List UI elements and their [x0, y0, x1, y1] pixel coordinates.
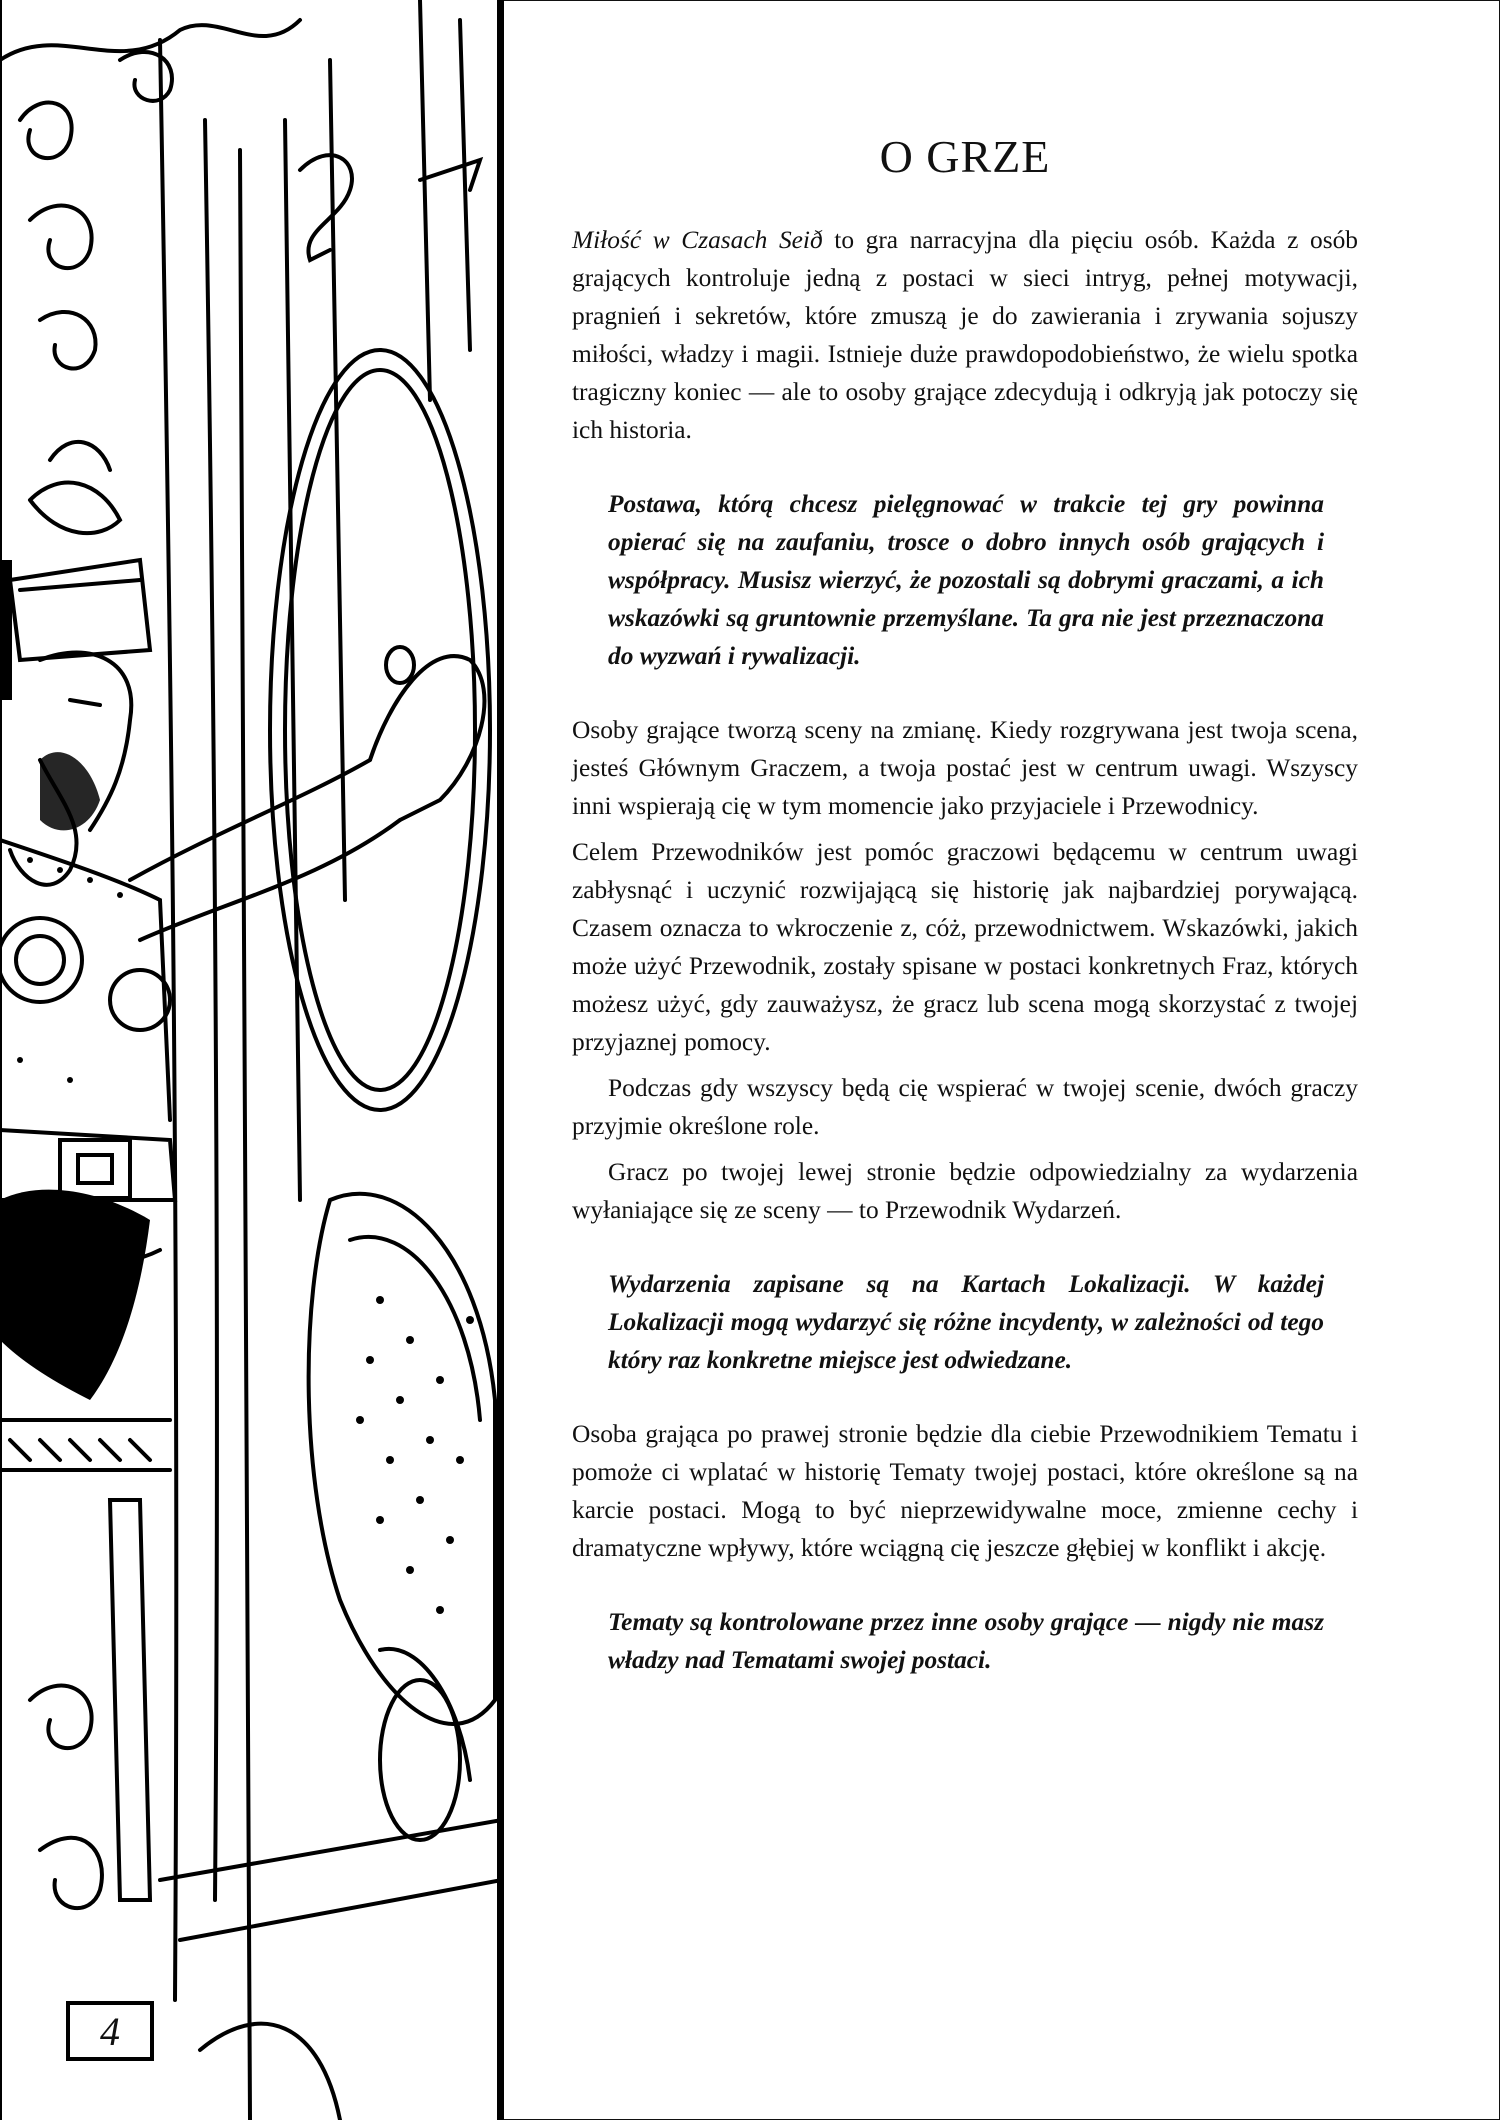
line-art-drawing [0, 0, 502, 2120]
paragraph-guides: Celem Przewodników jest pomóc graczowi będącemu w centrum uwagi zabłysnąć i uczynić rozwijającą się historię jak najbardziej porywającą. Czasem oznacza to wkroczenie z, cóż, przewodnictwem. Wskazówki, jakich może użyć Przewodnik, zostały spisane w postaci konkretnych Fraz, których możesz użyć, gdy zauważysz, że gracz lub scena mogą skorzystać z twojej przyjaznej pomocy. [572, 838, 1358, 1056]
viking-warrior-illustration [0, 0, 502, 2120]
callout-themes: Tematy są kontrolowane przez inne osoby grające — nigdy nie masz władzy nad Tematami swojej postaci. [608, 1608, 1324, 1674]
text-column [572, 130, 1358, 1715]
page-title: O GRZE [879, 131, 1051, 182]
game-title: Miłość w Czasach Seið [572, 226, 823, 254]
callout-attitude: Postawa, którą chcesz pielęgnować w trakcie tej gry powinna opierać się na zaufaniu, trosce o dobro innych osób grających i współpracy. Musisz wierzyć, że pozostali są dobrymi graczami, a ich wskazówki są gruntownie przemyślane. Ta gra nie jest przeznaczona do wyzwań i rywalizacji. [608, 490, 1324, 670]
callout-events: Wydarzenia zapisane są na Kartach Lokalizacji. W każdej Lokalizacji mogą wydarzyć się różne incydenty, w zależności od tego który raz konkretne miejsce jest odwiedzane. [608, 1270, 1324, 1374]
paragraph-theme-guide: Osoba grająca po prawej stronie będzie dla ciebie Przewodnikiem Tematu i pomoże ci wplatać w historię Tematy twojej postaci, które określone są na karcie postaci. Mogą to być nieprzewidywalne moce, zmienne cechy i dramatyczne wpływy, które wciągną cię jeszcze głębiej w konflikt i akcję. [572, 1420, 1358, 1562]
paragraph-roles: Podczas gdy wszyscy będą cię wspierać w twojej scenie, dwóch graczy przyjmie określone role. [572, 1074, 1358, 1140]
intro-paragraph [572, 221, 1358, 449]
paragraph-scenes: Osoby grające tworzą sceny na zmianę. Kiedy rozgrywana jest twoja scena, jesteś Głównym Graczem, a twoja postać jest w centrum uwagi. Wszyscy inni wspierają cię w tym momencie jako przyjaciele i Przewodnicy. [572, 716, 1358, 820]
intro-text: to gra narracyjna dla pięciu osób. Każda z osób grających kontroluje jedną z postaci w sieci intryg, pełnej motywacji, pragnień i sekretów, które zmuszą je do zawierania i zrywania sojuszy miłości, władzy i magii. Istnieje duże prawdopodobieństwo, że wielu spotka tragiczny koniec — ale to osoby grające zdecydują i odkryją jak potoczy się ich historia. [572, 226, 1358, 444]
paragraph-event-guide: Gracz po twojej lewej stronie będzie odpowiedzialny za wydarzenia wyłaniające się ze sceny — to Przewodnik Wydarzeń. [572, 1158, 1358, 1224]
page-number-text: 4 [100, 2008, 120, 2054]
page-number [66, 2001, 154, 2061]
column-divider [497, 0, 504, 2120]
